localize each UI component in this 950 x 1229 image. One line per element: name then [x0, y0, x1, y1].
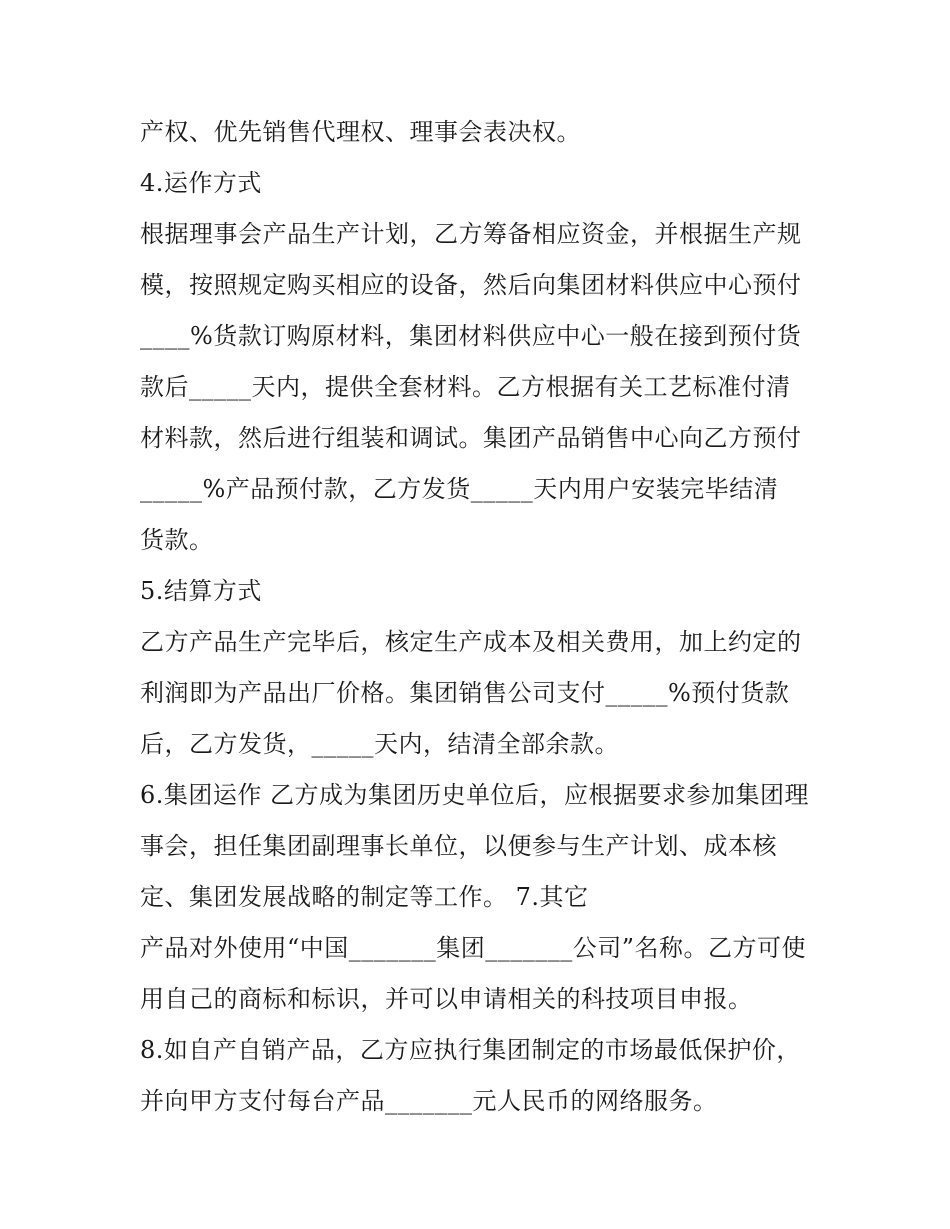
text-line: 根据理事会产品生产计划，乙方筹备相应资金，并根据生产规 — [140, 220, 802, 248]
text-line: 事会，担任集团副理事长单位，以便参与生产计划、成本核 — [140, 832, 777, 860]
text-line: 利润即为产品出厂价格。集团销售公司支付_____%预付货款 — [140, 679, 790, 707]
document-body — [140, 107, 820, 1127]
text-line: 模，按照规定购买相应的设备，然后向集团材料供应中心预付 — [140, 271, 802, 299]
text-line: 产权、优先销售代理权、理事会表决权。 — [140, 118, 581, 146]
text-line: 货款。 — [140, 526, 214, 554]
text-line: 乙方产品生产完毕后，核定生产成本及相关费用，加上约定的 — [140, 628, 802, 656]
text-line: ____%货款订购原材料，集团材料供应中心一般在接到预付货 — [140, 322, 802, 350]
section-heading: 4.运作方式 — [140, 169, 262, 197]
text-line: 并向甲方支付每台产品_______元人民币的网络服务。 — [140, 1087, 718, 1115]
text-line: 6.集团运作 乙方成为集团历史单位后，应根据要求参加集团理 — [140, 781, 810, 809]
text-line: 材料款，然后进行组装和调试。集团产品销售中心向乙方预付 — [140, 424, 802, 452]
text-line: 定、集团发展战略的制定等工作。 7.其它 — [140, 883, 589, 911]
text-line: 8.如自产自销产品，乙方应执行集团制定的市场最低保护价， — [140, 1036, 801, 1064]
text-line: _____%产品预付款，乙方发货_____天内用户安装完毕结清 — [140, 475, 779, 503]
section-heading: 5.结算方式 — [140, 577, 262, 605]
text-line: 产品对外使用“中国_______集团_______公司”名称。乙方可使 — [140, 934, 807, 962]
text-line: 用自己的商标和标识，并可以申请相关的科技项目申报。 — [140, 985, 753, 1013]
text-line: 款后_____天内，提供全套材料。乙方根据有关工艺标准付清 — [140, 373, 791, 401]
text-line: 后，乙方发货，_____天内，结清全部余款。 — [140, 730, 619, 758]
